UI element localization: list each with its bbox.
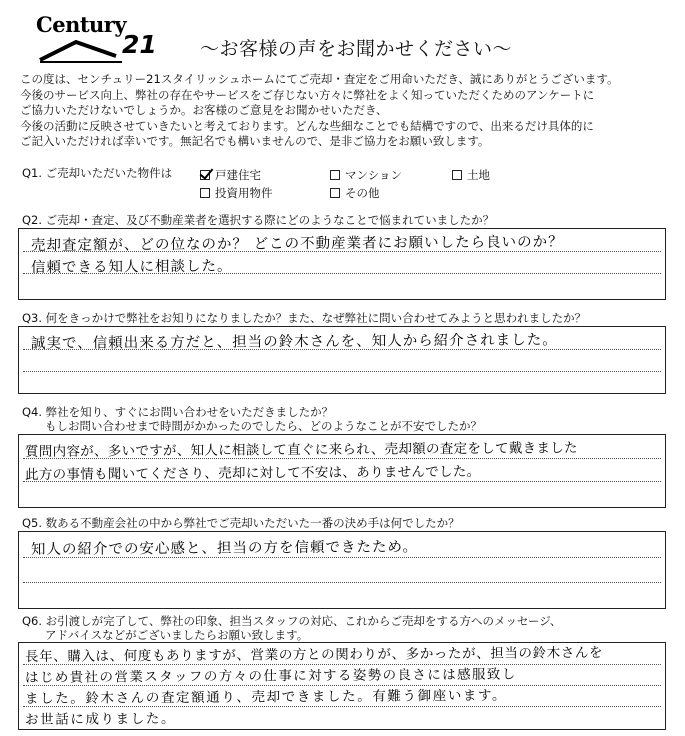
checkbox-icon[interactable] (330, 170, 340, 180)
q1-option-mansion[interactable] (330, 167, 402, 183)
q2-answer-line: 信頼できる知人に相談した。 (30, 258, 233, 276)
q3-label: Q3. 何をきっかけで弊社をお知りになりましたか？また、なぜ弊社に問い合わせてみようと思われましたか？ (22, 311, 587, 325)
intro-line: ご協力いただけないでしょうか。お客様のご意見をお聞かせいただき、 (20, 103, 388, 118)
house-roof-icon (36, 36, 126, 64)
q6-label-sub: アドバイスなどがございましたらお願い致します。 (45, 628, 309, 642)
q6-answer-line: ました。鈴木さんの査定額通り、売却できました。有難う御座います。 (24, 687, 508, 707)
q6-answer-line: はじめ貴社の営業スタッフの方々の仕事に対する姿勢の良さには感服致し (24, 666, 517, 686)
checkbox-checked-icon[interactable] (200, 170, 210, 180)
q5-answer-line: 知人の紹介での安心感と、担当の方を信頼できたため。 (30, 539, 418, 558)
q4-answer-line: 此方の事情も聞いてくださり、売却に対して不安は、ありませんでした。 (24, 463, 481, 483)
q2-label: Q2. ご売却・査定、及び不動産業者を選択する際にどのようなことで悩まれていましたか？ (22, 213, 495, 227)
q1-option-label: 戸建住宅 (215, 168, 261, 182)
q6-label: Q6. お引渡しが完了して、弊社の印象、担当スタッフの対応、これからご売却をする方へのメッセージ、 (22, 614, 562, 628)
q3-answer-line: 誠実で、信頼出来る方だと、担当の鈴木さんを、知人から紹介されました。 (30, 332, 558, 352)
q1-option-investment[interactable] (200, 185, 273, 201)
q4-answer-line: 質問内容が、多いですが、知人に相談して直ぐに来られ、売却額の査定をして戴きました (24, 440, 578, 460)
answer-rule (23, 582, 661, 583)
q1-option-land[interactable] (452, 167, 490, 183)
q1-option-other[interactable] (330, 185, 380, 201)
intro-text (20, 72, 670, 150)
century21-logo (36, 8, 156, 70)
intro-line: この度は、センチュリー21スタイリッシュホームにてご売却・査定をご用命いただき、誠にありがとうございます。 (20, 72, 619, 86)
answer-rule (23, 371, 661, 372)
intro-line: 今後のサービス向上、弊社の存在やサービスをご存じない方々に弊社をよく知っていただくためのアンケートに (20, 87, 595, 102)
q5-label: Q5. 数ある不動産会社の中から弊社でご売却いただいた一番の決め手は何でしたか？ (22, 516, 460, 530)
intro-line: ご記入いただければ幸いです。無記名でも構いませんので、是非ご協力をお願い致します。 (20, 134, 490, 149)
q1-option-label: マンション (345, 168, 402, 182)
q1-option-house[interactable] (200, 167, 261, 183)
checkbox-icon[interactable] (452, 170, 462, 180)
checkbox-icon[interactable] (200, 188, 210, 198)
q1-option-label: 投資用物件 (215, 186, 273, 200)
q6-answer-line: 長年、購入は、何度もありますが、営業の方との関わりが、多かったが、担当の鈴木さんを (24, 644, 604, 665)
q6-answer-box[interactable] (18, 642, 666, 730)
q1-option-label: その他 (345, 186, 380, 200)
q1-label: Q1. ご売却いただいた物件は (22, 166, 173, 180)
q4-label: Q4. 弊社を知り、すぐにお問い合わせをいただきましたか？ (22, 405, 334, 419)
q2-answer-line: 売却査定額が、どの位なのか？ どこの不動産業者にお願いしたら良いのか？ (30, 234, 564, 254)
q4-answer-box[interactable] (18, 434, 666, 508)
intro-line: 今後の活動に反映させていきたいと考えております。どんな些細なことでも結構ですので、出来るだけ具体的に (20, 118, 594, 133)
q5-answer-box[interactable] (18, 531, 666, 609)
logo-brand: Century (36, 12, 127, 37)
q6-answer-line: お世話に成りました。 (24, 710, 177, 728)
checkbox-icon[interactable] (330, 188, 340, 198)
q3-answer-box[interactable] (18, 326, 666, 394)
q4-label-sub: もしお問い合わせまで時間がかかったのでしたら、どのようなことが不安でしたか？ (45, 419, 482, 433)
logo-number: 21 (122, 30, 157, 59)
page-title: ～お客様の声をお聞かせください～ (200, 38, 513, 60)
q1-option-label: 土地 (467, 168, 490, 182)
q2-answer-box[interactable] (18, 228, 666, 300)
